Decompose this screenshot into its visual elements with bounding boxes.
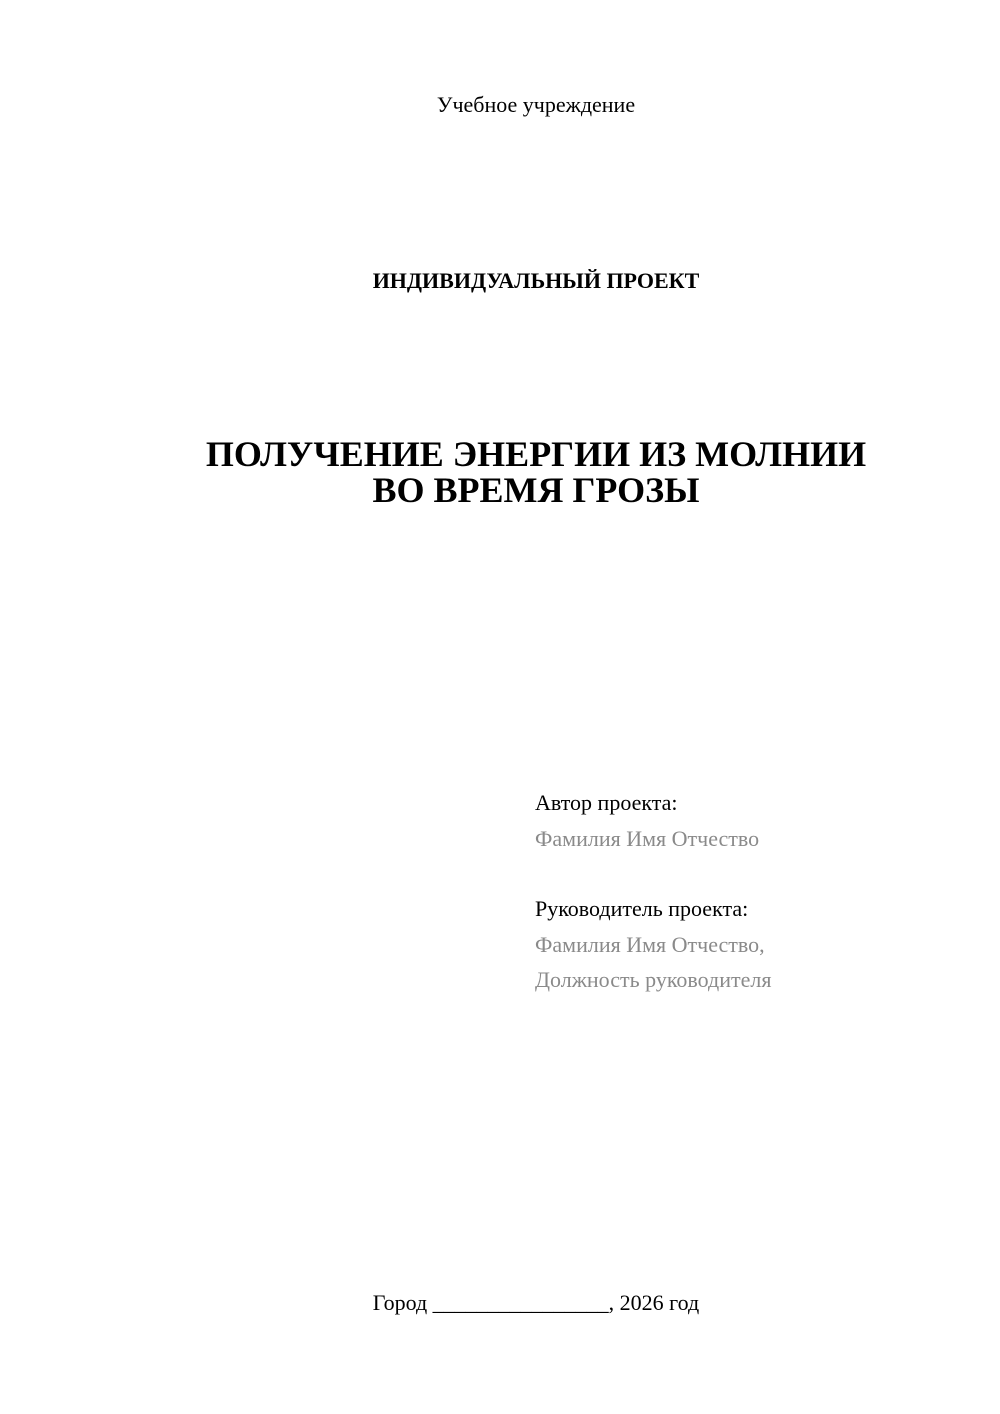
- project-title-line-2: ВО ВРЕМЯ ГРОЗЫ: [372, 470, 700, 510]
- supervisor-position: Должность руководителя: [535, 967, 772, 992]
- author-label: Автор проекта:: [535, 790, 678, 815]
- city-year-line: Город ________________, 2026 год: [372, 1290, 700, 1315]
- supervisor-label: Руководитель проекта:: [535, 896, 749, 921]
- project-title-line-1: ПОЛУЧЕНИЕ ЭНЕРГИИ ИЗ МОЛНИИ: [205, 434, 867, 474]
- author-name: Фамилия Имя Отчество: [535, 826, 760, 851]
- project-title: [0, 436, 1000, 508]
- supervisor-name: Фамилия Имя Отчество,: [535, 932, 765, 957]
- institution-name: Учебное учреждение: [436, 92, 636, 117]
- document-type: ИНДИВИДУАЛЬНЫЙ ПРОЕКТ: [372, 268, 700, 293]
